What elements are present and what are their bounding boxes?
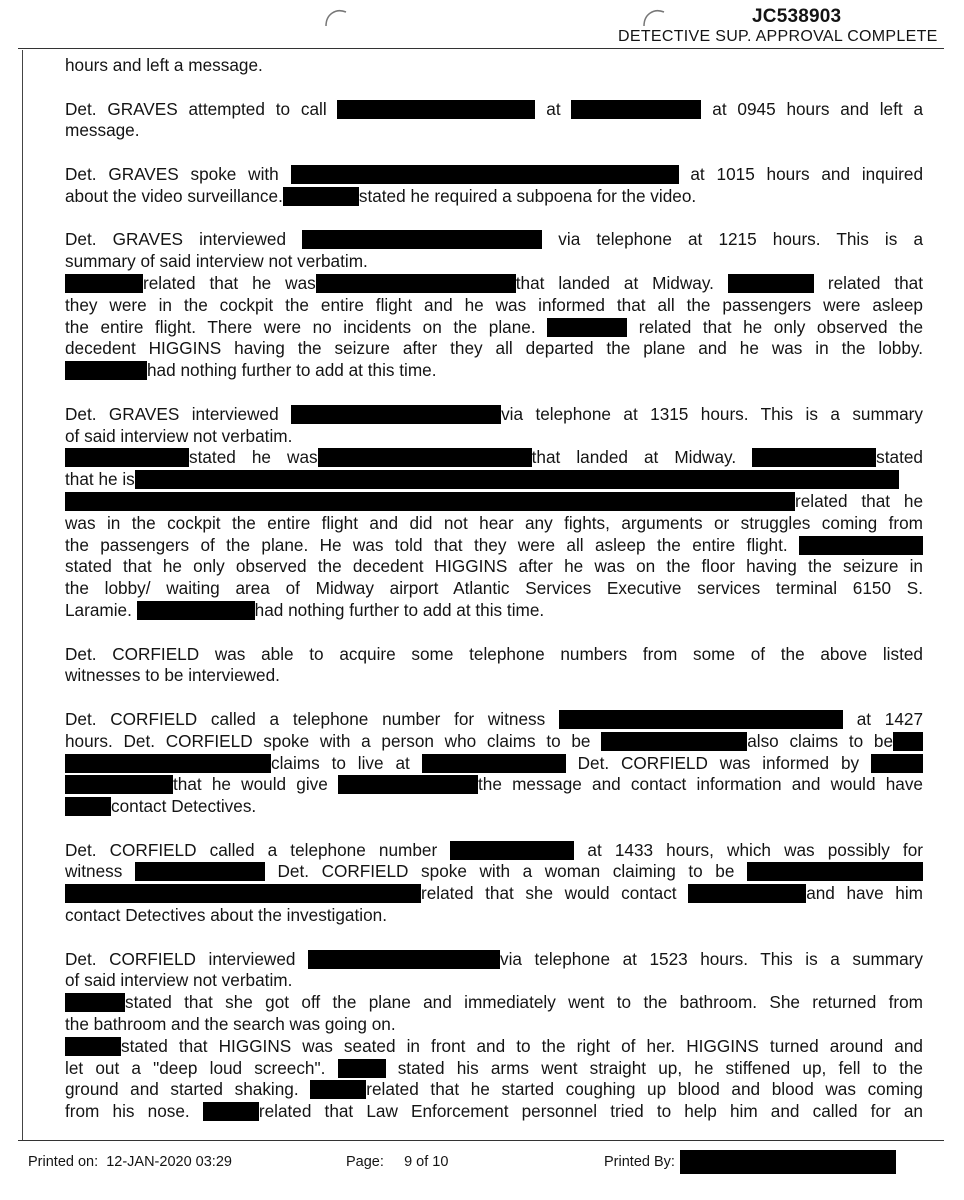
redaction-box xyxy=(135,470,899,489)
redaction-box xyxy=(302,230,542,249)
redaction-box xyxy=(799,536,923,555)
paragraph-7: Det. CORFIELD called a telephone number for witness at 1427 hours. Det. CORFIELD spoke with a person who claims to be also claims to be claims to live at Det. CORFIELD was informed by that he would give the message and contact information and would have contact Detectives. xyxy=(65,708,924,817)
redaction-box xyxy=(65,993,125,1012)
redaction-box xyxy=(571,100,701,119)
redaction-box xyxy=(291,165,679,184)
page-number: Page: 9 of 10 xyxy=(346,1154,449,1170)
paragraph-6: Det. CORFIELD was able to acquire some telephone numbers from some of the above listed witnesses to be interviewed. xyxy=(65,643,923,686)
redaction-box xyxy=(65,775,173,794)
redaction-box xyxy=(308,950,500,969)
page-number-value: 9 of 10 xyxy=(404,1154,449,1170)
redaction-box xyxy=(893,732,923,751)
approval-status: DETECTIVE SUP. APPROVAL COMPLETE xyxy=(618,28,938,45)
redaction-box xyxy=(752,448,876,467)
paragraph-3: Det. GRAVES spoke with at 1015 hours and inquired about the video surveillance. stated he required a subpoena for the video. xyxy=(65,163,924,206)
redaction-box xyxy=(547,318,627,337)
paragraph-2: Det. GRAVES attempted to call at at 0945 hours and left a message. xyxy=(65,98,924,141)
paragraph-1: hours and left a message. xyxy=(65,55,263,75)
printed-on: Printed on: 12-JAN-2020 03:29 xyxy=(28,1154,232,1170)
report-body xyxy=(65,55,923,1145)
redaction-box xyxy=(747,862,923,881)
paragraph-5: Det. GRAVES interviewed via telephone at 1315 hours. This is a summary of said interview not verbatim. stated he was that landed at Midway. stated that he is related that he was in the cockpit the entire flight and did not hear any fights, arguments or struggles coming from the passengers of the plane. He was told that they were all asleep the entire flight. stated that he only observed the decedent HIGGINS after he was on the floor having the seizure in the lobby/ waiting area of Midway airport Atlantic Services Executive services terminal 6150 S. Laramie. had nothing further to add at this time. xyxy=(65,403,924,620)
redaction-box xyxy=(283,187,359,206)
redaction-box xyxy=(688,884,806,903)
redaction-box xyxy=(728,274,814,293)
redaction-box xyxy=(65,1037,121,1056)
redaction-box xyxy=(65,797,111,816)
redaction-box xyxy=(65,361,147,380)
paragraph-9: Det. CORFIELD interviewed via telephone at 1523 hours. This is a summary of said interview not verbatim. stated that she got off the plane and immediately went to the bathroom. She returned from the bathroom and the search was going on. stated that HIGGINS was seated in front and to the right of her. HIGGINS turned around and let out a "deep loud screech". stated his arms went straight up, he stiffened up, fell to the ground and started shaking. related that he started coughing up blood and blood was coming from his nose. related that Law Enforcement personnel tried to help him and called for an xyxy=(65,948,923,1122)
redaction-box xyxy=(291,405,501,424)
redaction-box xyxy=(65,492,795,511)
redaction-box xyxy=(310,1080,366,1099)
redaction-box xyxy=(137,601,255,620)
redaction-box xyxy=(559,710,843,729)
case-number: JC538903 xyxy=(752,6,842,27)
header-divider xyxy=(18,48,944,49)
redaction-box xyxy=(338,1059,386,1078)
redaction-box xyxy=(65,448,189,467)
redaction-box xyxy=(450,841,574,860)
redaction-box xyxy=(871,754,923,773)
redaction-box xyxy=(65,884,421,903)
printed-on-date: 12-JAN-2020 03:29 xyxy=(106,1154,232,1170)
redaction-box xyxy=(318,448,532,467)
footer-divider xyxy=(18,1140,944,1141)
redaction-box xyxy=(316,274,516,293)
redaction-box xyxy=(135,862,265,881)
page-edge-line xyxy=(22,50,23,1140)
redaction-box xyxy=(65,274,143,293)
paragraph-4: Det. GRAVES interviewed via telephone at 1215 hours. This is a summary of said interview not verbatim. related that he was that landed at Midway. related that they were in the cockpit the entire flight and he was informed that all the passengers were asleep the entire flight. There were no incidents on the plane. related that he only observed the decedent HIGGINS having the seizure after they all departed the plane and he was in the lobby. had nothing further to add at this time. xyxy=(65,229,924,381)
hole-punch-mark xyxy=(322,4,356,28)
hole-punch-mark xyxy=(640,4,674,28)
redaction-box xyxy=(203,1102,259,1121)
redaction-box xyxy=(422,754,566,773)
redaction-box xyxy=(337,100,535,119)
redaction-box xyxy=(601,732,747,751)
redaction-box xyxy=(65,754,271,773)
redaction-box xyxy=(680,1150,896,1174)
paragraph-8: Det. CORFIELD called a telephone number at 1433 hours, which was possibly for witness Det. CORFIELD spoke with a woman claiming to be related that she would contact and have him contact Detectives about the investigation. xyxy=(65,839,923,926)
redaction-box xyxy=(338,775,478,794)
printed-by: Printed By: xyxy=(604,1154,675,1170)
